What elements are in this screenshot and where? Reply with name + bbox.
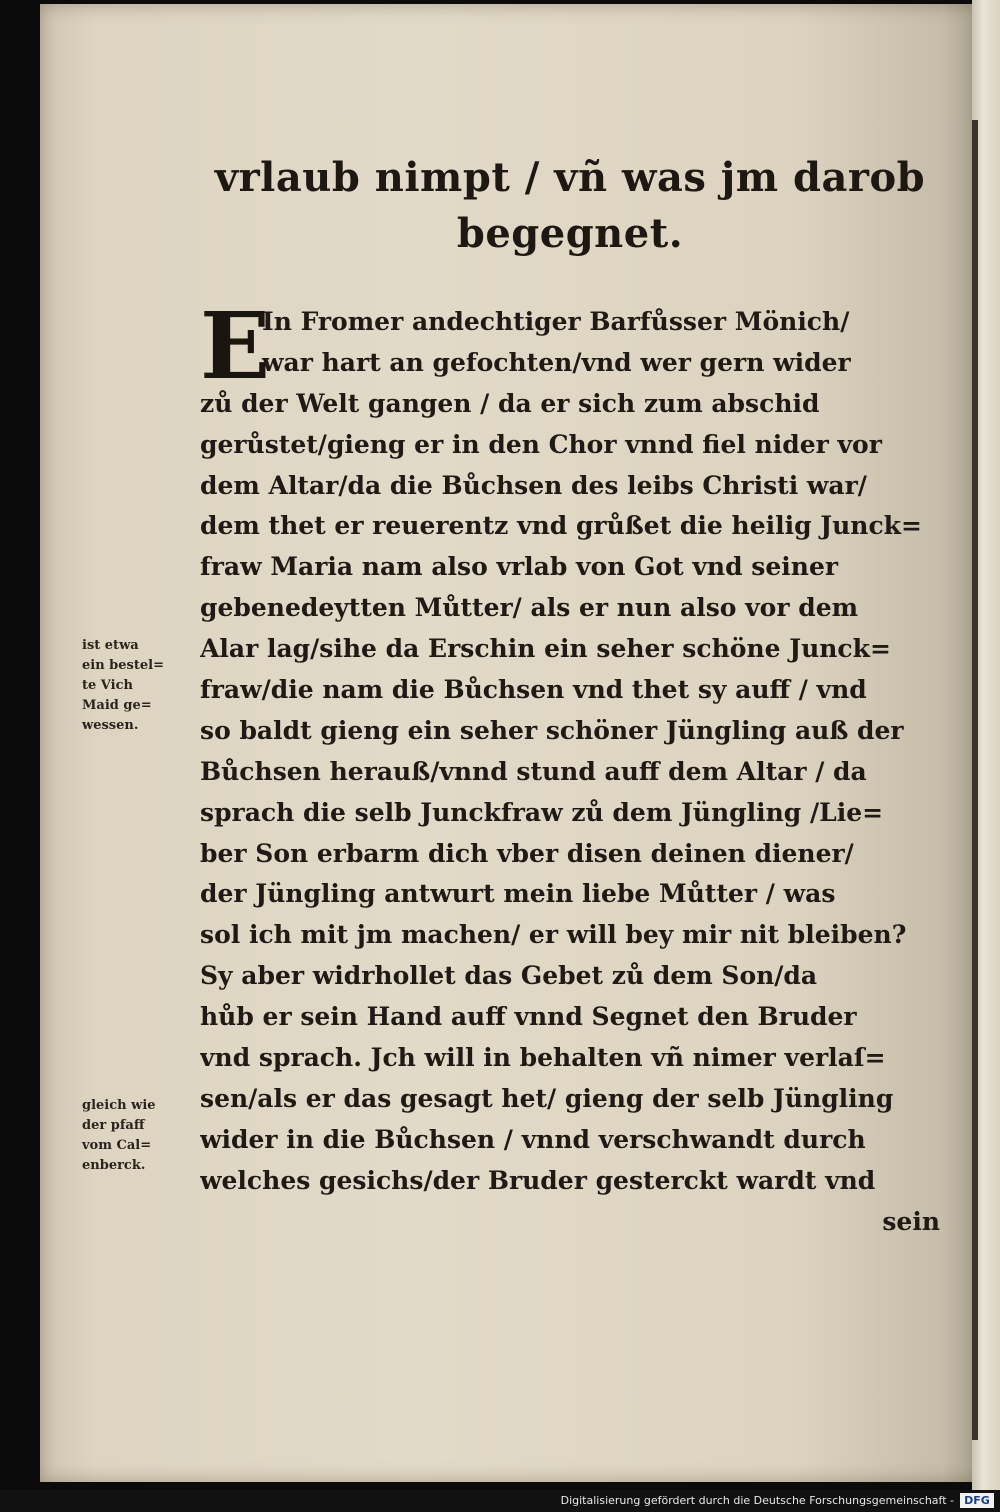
text-line: so baldt gieng ein seher schöner Jüngling auß der [200,715,904,745]
funding-credit: Digitalisierung gefördert durch die Deutsche Forschungsgemeinschaft - [560,1494,954,1507]
marginal-line: der pfaff [82,1118,145,1133]
text-line: sprach die selb Junckfraw zů dem Jüngling /Lie= [200,797,884,827]
text-line: hůb er sein Hand auff vnnd Segnet den Bruder [200,1002,857,1032]
page-heading [200,150,940,262]
text-line: gebenedeytten Můtter/ als er nun also vor dem [200,593,859,623]
marginal-line: gleich wie [82,1098,156,1113]
dfg-logo: DFG [960,1493,994,1508]
marginal-note-2 [82,1096,202,1176]
page-edge-shadow [972,120,978,1440]
heading-line-2: begegnet. [456,210,684,257]
marginal-line: ist etwa [82,638,139,653]
text-line: Alar lag/sihe da Erschin ein seher schöne Junck= [200,634,891,664]
text-line: In Fromer andechtiger Barfůsser Mönich/ [262,307,850,336]
text-line: der Jüngling antwurt mein liebe Můtter / was [200,879,836,909]
marginal-line: vom Cal= [82,1138,152,1153]
text-line: vnd sprach. Jch will in behalten vñ nimer verlaſ= [200,1043,886,1073]
marginal-line: te Vich [82,678,133,693]
footer-bar [0,1490,1000,1512]
text-line: wider in die Bůchsen / vnnd verschwandt durch [200,1124,866,1154]
text-line: fraw/die nam die Bůchsen vnd thet sy auff / vnd [200,675,867,705]
heading-line-1: vrlaub nimpt / vñ was jm darob [214,154,926,201]
text-line: ber Son erbarm dich vber disen deinen diener/ [200,838,854,868]
marginal-line: wessen. [82,718,139,733]
marginal-line: ein bestel= [82,658,164,673]
text-line: sol ich mit jm machen/ er will bey mir nit bleiben? [200,920,907,950]
text-line: Bůchsen herauß/vnnd stund auff dem Altar / da [200,756,867,786]
text-line: Sy aber widrhollet das Gebet zů dem Son/da [200,961,818,991]
text-line: zů der Welt gangen / da er sich zum abschid [200,388,820,418]
catchword: sein [882,1206,940,1236]
page-edge [972,0,1000,1490]
text-line: dem Altar/da die Bůchsen des leibs Christi war/ [200,470,867,500]
marginal-note-1 [82,636,202,736]
marginal-line: Maid ge= [82,698,152,713]
text-line: dem thet er reuerentz vnd grůßet die heilig Junck= [200,511,922,541]
text-line: fraw Maria nam also vrlab von Got vnd seiner [200,552,839,582]
text-line: war hart an gefochten/vnd wer gern wider [262,347,851,377]
text-line: sen/als er das gesagt het/ gieng der selb Jüngling [200,1083,894,1113]
text-line: welches gesichs/der Bruder gesterckt wardt vnd [200,1165,876,1195]
body-text [200,302,940,1242]
text-line: gerůstet/gieng er in den Chor vnnd fiel nider vor [200,429,882,459]
drop-cap: E [200,292,271,400]
marginal-line: enberck. [82,1158,146,1173]
